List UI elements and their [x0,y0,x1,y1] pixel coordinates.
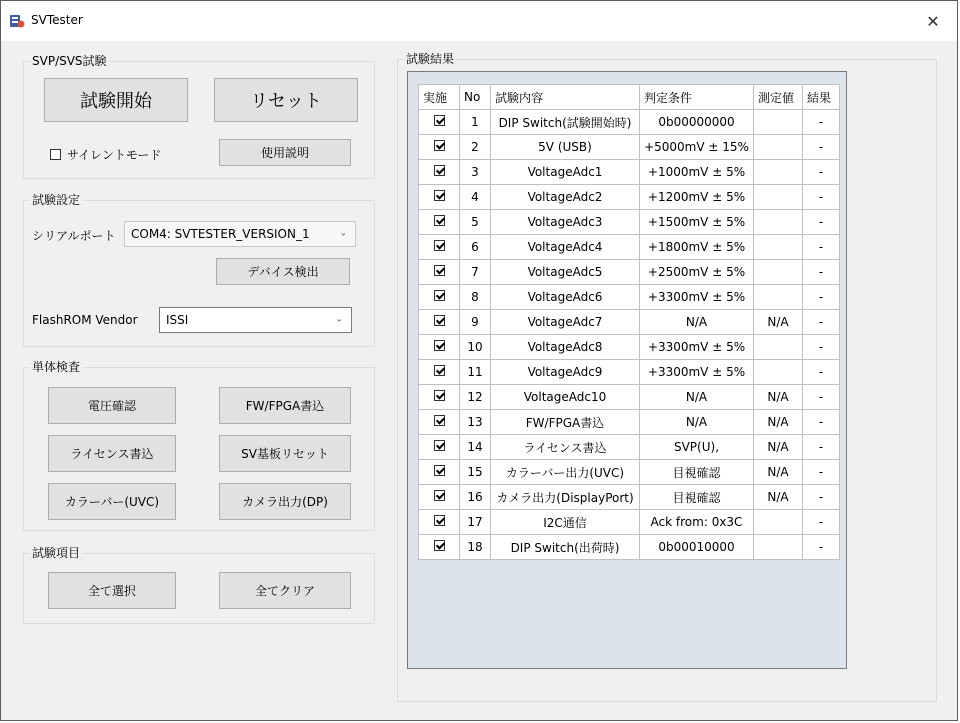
results-group [397,52,937,702]
checkmark-icon[interactable] [434,190,445,201]
settings-group-title: 試験設定 [32,193,81,207]
checkmark-icon[interactable] [434,115,445,126]
unit-group-title: 単体検査 [32,360,81,374]
close-button[interactable] [915,7,951,37]
checkmark-icon[interactable] [434,315,445,326]
row-condition: +3300mV ± 5% [640,335,754,360]
serial-port-value: COM4: SVTESTER_VERSION_1 [131,227,310,241]
window-title: SVTester [31,13,83,27]
clear-all-button[interactable]: 全てクリア [219,572,351,609]
row-content: VoltageAdc10 [491,385,640,410]
execute-checkbox[interactable] [419,435,460,460]
checkmark-icon[interactable] [434,515,445,526]
row-content: ライセンス書込 [491,435,640,460]
table-row[interactable] [419,185,840,210]
checkmark-icon[interactable] [434,165,445,176]
table-row[interactable] [419,110,840,135]
row-measured [754,135,803,160]
row-condition: +1800mV ± 5% [640,235,754,260]
unit-inspection-group [23,360,375,531]
execute-checkbox[interactable] [419,160,460,185]
row-content: 5V (USB) [491,135,640,160]
row-no: 18 [460,535,491,560]
chevron-down-icon: ⌄ [339,228,347,239]
results-body [419,110,840,560]
row-condition: N/A [640,385,754,410]
row-measured: N/A [754,460,803,485]
row-no: 16 [460,485,491,510]
table-row[interactable] [419,535,840,560]
flash-vendor-select[interactable] [159,307,352,333]
colorbar-button[interactable]: カラーバー(UVC) [48,483,176,520]
row-result: - [803,410,840,435]
column-header[interactable]: 試験内容 [491,85,640,110]
table-row[interactable] [419,435,840,460]
checkmark-icon[interactable] [434,290,445,301]
execute-checkbox[interactable] [419,310,460,335]
checkmark-icon[interactable] [434,490,445,501]
row-content: FW/FPGA書込 [491,410,640,435]
row-condition: +1200mV ± 5% [640,185,754,210]
row-content: I2C通信 [491,510,640,535]
row-result: - [803,260,840,285]
svp-group [23,54,375,179]
serial-port-select[interactable] [124,221,356,247]
table-row[interactable] [419,310,840,335]
test-items-group [23,546,375,624]
table-row[interactable] [419,210,840,235]
row-condition: +5000mV ± 15% [640,135,754,160]
row-content: VoltageAdc2 [491,185,640,210]
row-no: 11 [460,360,491,385]
row-result: - [803,235,840,260]
row-result: - [803,335,840,360]
row-result: - [803,485,840,510]
row-measured [754,110,803,135]
row-measured [754,210,803,235]
row-condition: 0b00000000 [640,110,754,135]
row-result: - [803,135,840,160]
row-no: 3 [460,160,491,185]
checkmark-icon[interactable] [434,340,445,351]
row-result: - [803,385,840,410]
row-result: - [803,460,840,485]
execute-checkbox[interactable] [419,110,460,135]
table-row[interactable] [419,485,840,510]
row-no: 14 [460,435,491,460]
row-no: 1 [460,110,491,135]
row-result: - [803,110,840,135]
checkmark-icon[interactable] [434,465,445,476]
row-measured: N/A [754,435,803,460]
row-content: VoltageAdc8 [491,335,640,360]
table-row[interactable] [419,335,840,360]
manual-button[interactable]: 使用説明 [219,139,351,166]
row-content: DIP Switch(出荷時) [491,535,640,560]
row-no: 6 [460,235,491,260]
row-content: VoltageAdc7 [491,310,640,335]
table-row[interactable] [419,260,840,285]
row-no: 4 [460,185,491,210]
select-all-button[interactable]: 全て選択 [48,572,176,609]
row-measured [754,335,803,360]
checkmark-icon[interactable] [434,140,445,151]
row-result: - [803,285,840,310]
checkmark-icon[interactable] [434,415,445,426]
row-condition: +1500mV ± 5% [640,210,754,235]
results-header-row [419,85,840,110]
results-grid[interactable] [407,71,847,669]
row-condition: +2500mV ± 5% [640,260,754,285]
table-row[interactable] [419,460,840,485]
row-measured [754,360,803,385]
execute-checkbox[interactable] [419,510,460,535]
row-measured [754,160,803,185]
row-measured: N/A [754,310,803,335]
results-table [418,84,840,560]
row-content: カメラ出力(DisplayPort) [491,485,640,510]
row-result: - [803,185,840,210]
row-content: VoltageAdc3 [491,210,640,235]
row-content: VoltageAdc6 [491,285,640,310]
row-measured: N/A [754,410,803,435]
row-measured: N/A [754,385,803,410]
column-header[interactable]: No [460,85,491,110]
row-measured [754,260,803,285]
settings-group [23,193,375,347]
items-group-title: 試験項目 [32,546,81,560]
voltage-check-button[interactable]: 電圧確認 [48,387,176,424]
row-content: DIP Switch(試験開始時) [491,110,640,135]
table-row[interactable] [419,385,840,410]
row-no: 10 [460,335,491,360]
row-no: 5 [460,210,491,235]
checkmark-icon[interactable] [434,390,445,401]
row-measured [754,510,803,535]
execute-checkbox[interactable] [419,385,460,410]
row-result: - [803,535,840,560]
execute-checkbox[interactable] [419,460,460,485]
row-result: - [803,510,840,535]
row-measured: N/A [754,485,803,510]
row-no: 15 [460,460,491,485]
row-content: VoltageAdc1 [491,160,640,185]
column-header[interactable]: 実施 [419,85,460,110]
column-header[interactable]: 測定値 [754,85,803,110]
column-header[interactable]: 結果 [803,85,840,110]
row-condition: Ack from: 0x3C [640,510,754,535]
flash-vendor-label: FlashROM Vendor [32,313,138,327]
row-no: 7 [460,260,491,285]
row-result: - [803,360,840,385]
silent-mode-checkbox[interactable] [50,146,161,163]
table-row[interactable] [419,285,840,310]
silent-mode-box[interactable] [50,149,61,160]
execute-checkbox[interactable] [419,135,460,160]
row-measured [754,535,803,560]
start-test-button[interactable]: 試験開始 [44,78,188,122]
execute-checkbox[interactable] [419,260,460,285]
execute-checkbox[interactable] [419,485,460,510]
execute-checkbox[interactable] [419,335,460,360]
license-write-button[interactable]: ライセンス書込 [48,435,176,472]
row-condition: 0b00010000 [640,535,754,560]
silent-mode-label: サイレントモード [67,148,162,162]
app-icon [9,13,25,29]
table-row[interactable] [419,235,840,260]
row-no: 9 [460,310,491,335]
board-reset-button[interactable]: SV基板リセット [219,435,351,472]
chevron-down-icon: ⌄ [335,314,343,325]
close-icon: ✕ [926,12,940,31]
table-row[interactable] [419,160,840,185]
execute-checkbox[interactable] [419,285,460,310]
flash-vendor-value: ISSI [166,313,189,327]
row-result: - [803,160,840,185]
checkmark-icon[interactable] [434,540,445,551]
checkmark-icon[interactable] [434,240,445,251]
column-header[interactable]: 判定条件 [640,85,754,110]
execute-checkbox[interactable] [419,235,460,260]
fw-fpga-write-button[interactable]: FW/FPGA書込 [219,387,351,424]
table-row[interactable] [419,360,840,385]
camera-output-button[interactable]: カメラ出力(DP) [219,483,351,520]
row-no: 12 [460,385,491,410]
row-no: 13 [460,410,491,435]
row-condition: N/A [640,310,754,335]
title-bar[interactable] [1,1,957,41]
execute-checkbox[interactable] [419,535,460,560]
row-result: - [803,210,840,235]
row-result: - [803,435,840,460]
table-row[interactable] [419,510,840,535]
row-content: VoltageAdc4 [491,235,640,260]
execute-checkbox[interactable] [419,410,460,435]
row-condition: +1000mV ± 5% [640,160,754,185]
table-row[interactable] [419,410,840,435]
row-content: VoltageAdc5 [491,260,640,285]
reset-button[interactable]: リセット [214,78,358,122]
row-result: - [803,310,840,335]
row-measured [754,185,803,210]
row-condition: 目視確認 [640,460,754,485]
execute-checkbox[interactable] [419,185,460,210]
checkmark-icon[interactable] [434,215,445,226]
row-condition: N/A [640,410,754,435]
execute-checkbox[interactable] [419,360,460,385]
row-condition: +3300mV ± 5% [640,360,754,385]
checkmark-icon[interactable] [434,365,445,376]
serial-port-label: シリアルポート [32,229,116,243]
svp-group-title: SVP/SVS試験 [32,54,107,68]
row-condition: SVP(U), [640,435,754,460]
row-condition: 目視確認 [640,485,754,510]
row-measured [754,235,803,260]
row-no: 2 [460,135,491,160]
table-row[interactable] [419,135,840,160]
execute-checkbox[interactable] [419,210,460,235]
row-no: 17 [460,510,491,535]
results-group-title: 試験結果 [406,52,455,66]
row-condition: +3300mV ± 5% [640,285,754,310]
checkmark-icon[interactable] [434,440,445,451]
row-content: カラーバー出力(UVC) [491,460,640,485]
checkmark-icon[interactable] [434,265,445,276]
row-content: VoltageAdc9 [491,360,640,385]
client-area [1,41,957,720]
detect-device-button[interactable]: デバイス検出 [216,258,350,285]
row-measured [754,285,803,310]
row-no: 8 [460,285,491,310]
